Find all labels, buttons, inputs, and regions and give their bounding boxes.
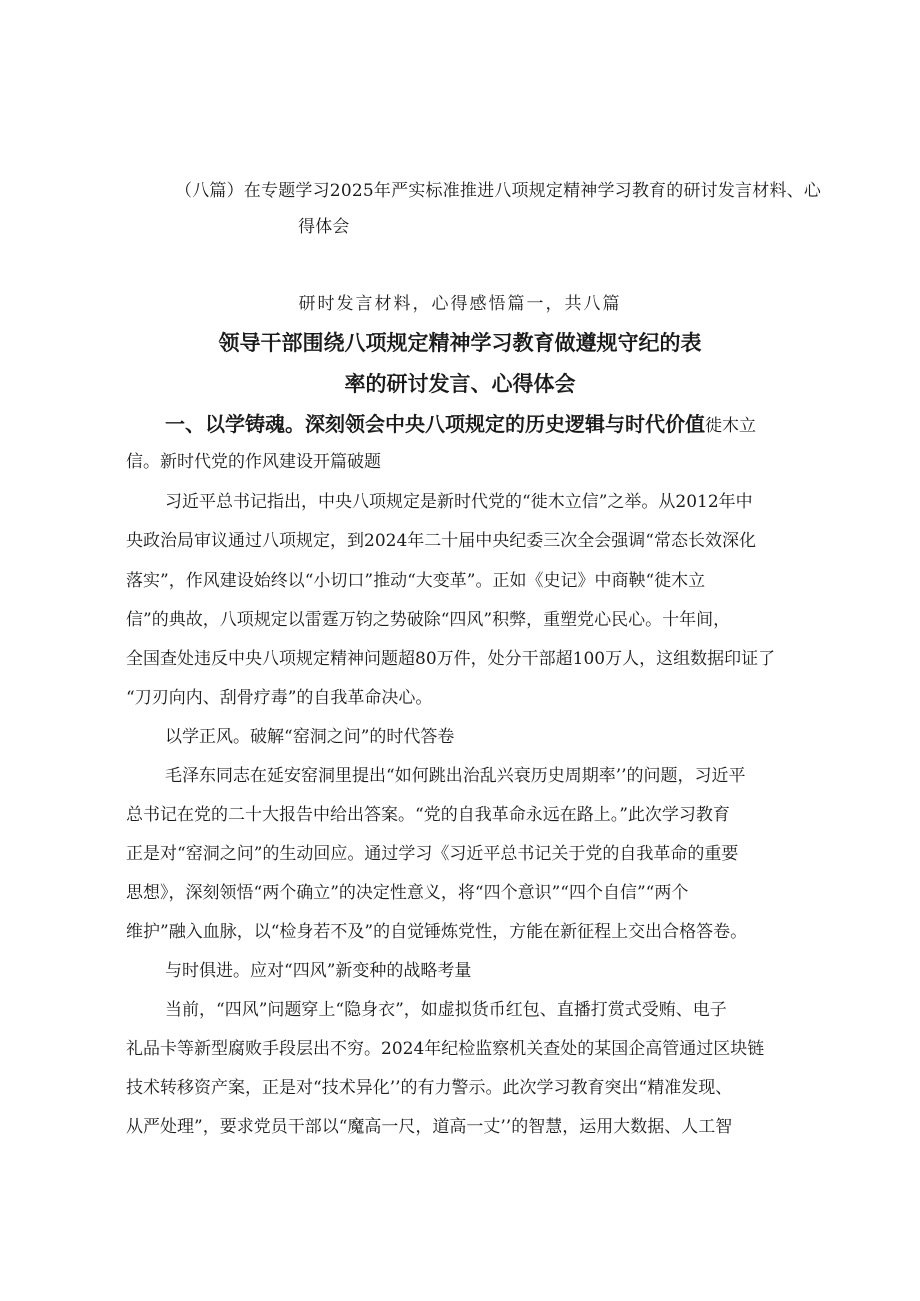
body-line: “刀刃向内、刮骨疗毒”的自我革命决心。 xyxy=(126,688,433,708)
body-line: 总书记在党的二十大报告中给出答案。“党的自我革命永远在路上。”此次学习教育 xyxy=(126,805,730,825)
body-line: 技术转移资产案，正是对“技术异化’’的有力警示。此次学习教育突出“精准发现、 xyxy=(126,1078,733,1098)
body-line: 从严处理”，要求党员干部以“魔高一尺，道高一丈’’的智慧，运用大数据、人工智 xyxy=(126,1117,733,1137)
body-line: 当前，“四风”问题穿上“隐身衣”，如虚拟货币红包、直播打赏式受贿、电子 xyxy=(165,1000,727,1020)
document-title-line-2: 得体会 xyxy=(298,217,350,237)
body-line: 信。新时代党的作风建设开篇破题 xyxy=(126,452,381,472)
main-title-line-1: 领导干部围绕八项规定精神学习教育做遵规守纪的表 xyxy=(218,331,702,355)
document-subtitle: 研时发言材料，心得感悟篇一，共八篇 xyxy=(298,294,622,314)
body-line: 正是对“窑洞之问”的生动回应。通过学习《习近平总书记关于党的自我革命的重要 xyxy=(126,844,739,864)
body-line: 习近平总书记指出，中央八项规定是新时代党的“徙木立信”之举。从2012年中 xyxy=(165,492,753,512)
body-line: 毛泽东同志在延安窑洞里提出“如何跳出治乱兴衰历史周期率’’的问题，习近平 xyxy=(165,766,746,786)
section-heading-tail: 徙木立 xyxy=(705,416,756,436)
body-line: 思想》，深刻领悟“两个确立”的决定性意义，将“四个意识”“四个自信”“两个 xyxy=(126,883,689,903)
section-heading: 一、以学铸魂。深刻领会中央八项规定的历史逻辑与时代价值 xyxy=(165,412,705,436)
body-line: 与时俱进。应对“四风”新变种的战略考量 xyxy=(165,961,472,981)
body-line: 礼品卡等新型腐败手段层出不穷。2024年纪检监察机关查处的某国企高管通过区块链 xyxy=(126,1039,765,1059)
body-line: 央政治局审议通过八项规定，到2024年二十届中央纪委三次全会强调“常态长效深化 xyxy=(126,531,756,551)
body-line: 落实”，作风建设始终以“小切口”推动“大变革”。正如《史记》中商鞅“徙木立 xyxy=(126,571,706,591)
body-line: 以学正风。破解“窑洞之问”的时代答卷 xyxy=(165,727,455,747)
section-heading-line xyxy=(165,408,756,437)
document-title-line-1: （八篇）在专题学习2025年严实标准推进八项规定精神学习教育的研讨发言材料、心 xyxy=(175,181,822,201)
body-line: 全国查处违反中央八项规定精神问题超80万件，处分干部超100万人，这组数据印证了 xyxy=(126,649,776,669)
body-line: 维护”融入血脉，以“检身若不及”的自觉锤炼党性，方能在新征程上交出合格答卷。 xyxy=(126,922,748,942)
body-line: 信”的典故，八项规定以雷霆万钧之势破除“四风”积弊，重塑党心民心。十年间， xyxy=(126,610,731,630)
main-title-line-2: 率的研讨发言、心得体会 xyxy=(344,372,576,396)
